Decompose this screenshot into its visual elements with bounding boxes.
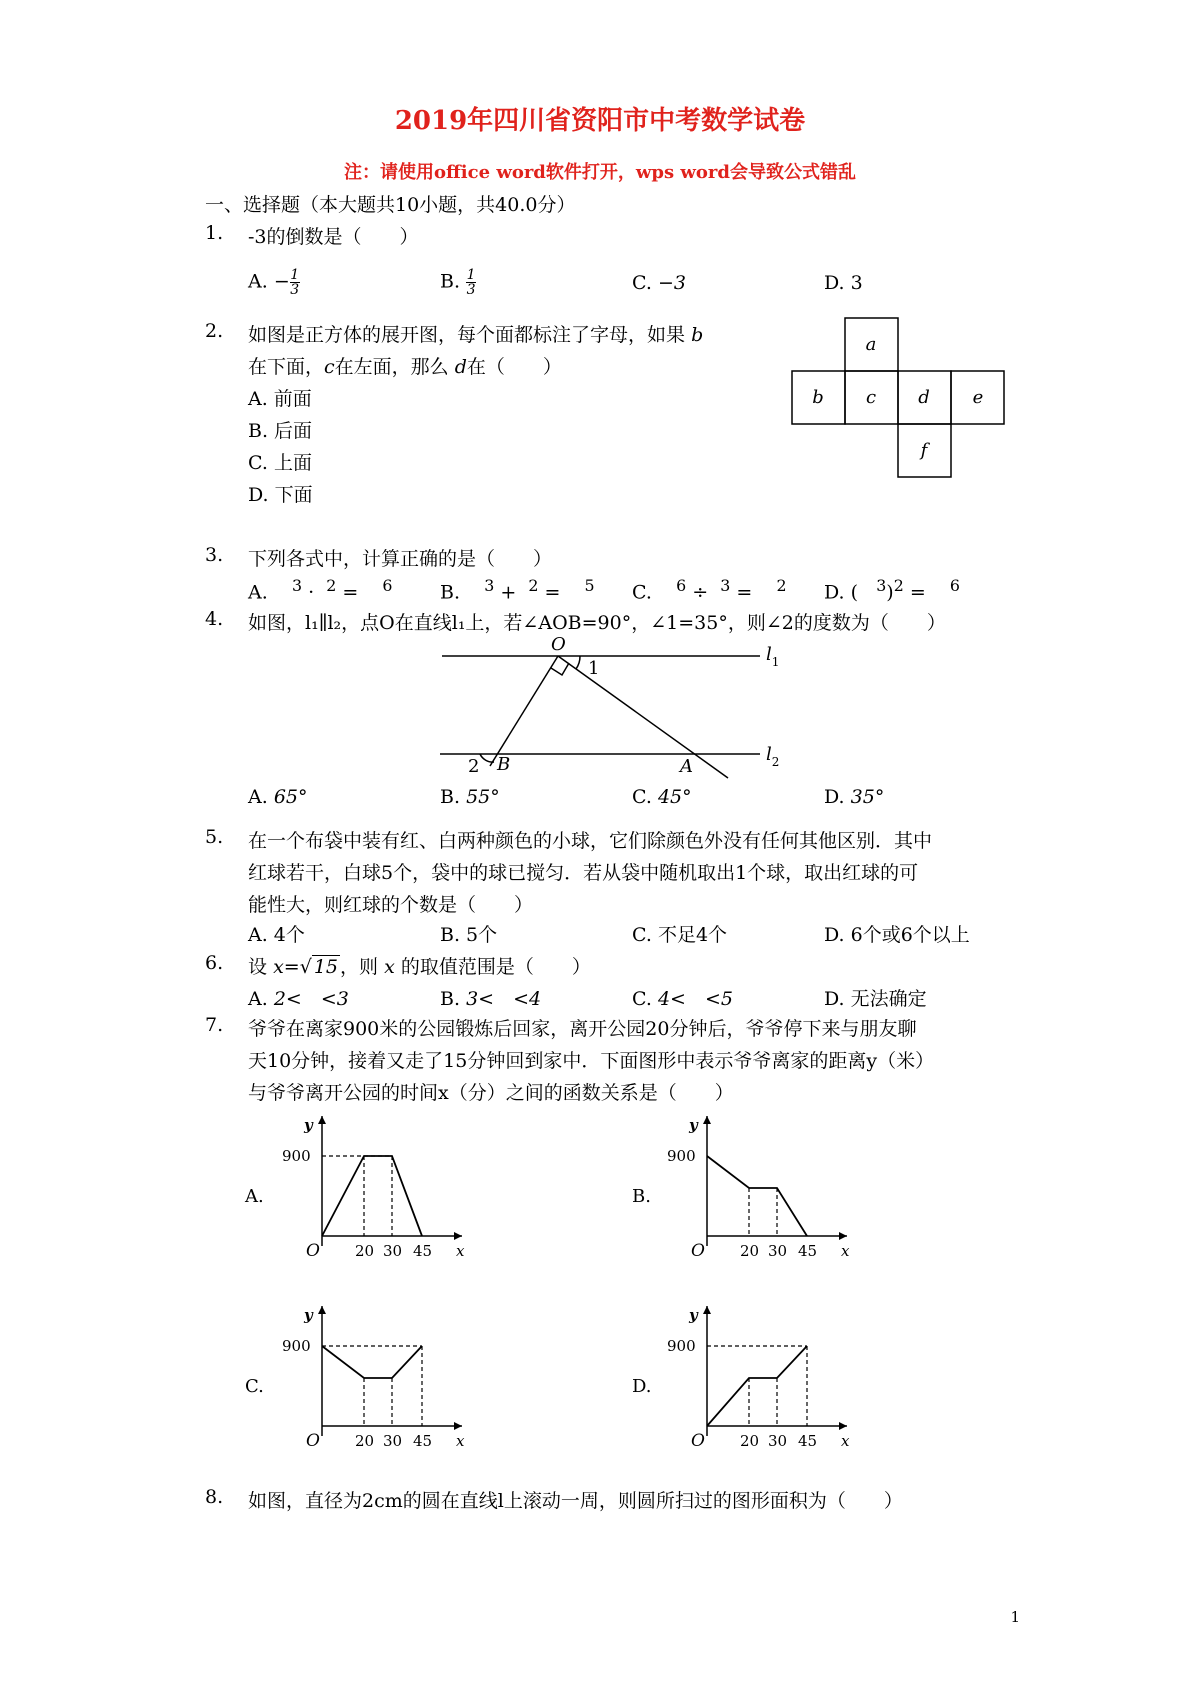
l2-label: $l_2$	[766, 744, 780, 769]
q3-stem: 下列各式中，计算正确的是（ ）	[248, 548, 553, 570]
graph-b-label: B.	[632, 1186, 651, 1207]
y-axis-label: y	[304, 1306, 313, 1324]
q6-option-d: D. 无法确定	[824, 988, 927, 1010]
y-axis-label: y	[689, 1116, 698, 1134]
angle-2-label: 2	[468, 756, 480, 777]
q7-number: 7.	[205, 1014, 224, 1036]
y-axis-arrow	[703, 1116, 711, 1124]
l1-label: $l_1$	[766, 644, 780, 669]
x-axis-arrow	[454, 1422, 462, 1430]
x-axis-label: x	[841, 1242, 850, 1260]
q4-stem: 如图，l₁∥l₂，点O在直线l₁上，若∠AOB=90°，∠1=35°，则∠2的度数为（ ）	[248, 612, 946, 634]
y-axis-arrow	[318, 1306, 326, 1314]
notice-text: 注：请使用office word软件打开，wps word会导致公式错乱	[344, 162, 856, 183]
q2-option-b: B. 后面	[248, 420, 313, 442]
origin-label: O	[691, 1431, 705, 1451]
x-tick-30: 30	[383, 1432, 403, 1450]
y-tick-900: 900	[282, 1337, 311, 1355]
q2-option-c: C. 上面	[248, 452, 312, 474]
q1-option-b: B. $\frac{1}{3}$	[440, 267, 476, 298]
net-label-c: c	[865, 387, 877, 408]
x-axis-arrow	[839, 1232, 847, 1240]
x-tick-20: 20	[355, 1432, 375, 1450]
q5-option-a: A. 4个	[248, 924, 305, 946]
page-number: 1	[1010, 1608, 1020, 1626]
y-tick-900: 900	[667, 1337, 696, 1355]
q6-number: 6.	[205, 952, 224, 974]
q8-number: 8.	[205, 1486, 224, 1508]
x-axis-arrow	[839, 1422, 847, 1430]
graph-c	[270, 1298, 470, 1458]
x-tick-30: 30	[383, 1242, 403, 1260]
q1-option-a: A. − $\frac{1}{3}$	[248, 267, 300, 298]
q4-option-b: B. 55°	[440, 786, 500, 808]
x-axis-label: x	[456, 1432, 465, 1450]
function-line	[707, 1346, 807, 1426]
q8-stem: 如图，直径为2cm的圆在直线l上滚动一周，则圆所扫过的图形面积为（ ）	[248, 1490, 903, 1512]
q5-line2: 红球若干，白球5个，袋中的球已搅匀．若从袋中随机取出1个球，取出红球的可	[248, 862, 919, 884]
q3-option-b: B. $^3$ + $^2$ = $^5$	[440, 576, 595, 604]
y-axis-arrow	[318, 1116, 326, 1124]
q6-stem: 设 x=√ 15 ，则 x 的取值范围是（ ）	[248, 956, 591, 978]
q3-number: 3.	[205, 544, 224, 566]
origin-label: O	[306, 1241, 320, 1261]
net-label-a: a	[865, 334, 877, 355]
q4-option-d: D. 35°	[824, 786, 885, 808]
net-label-e: e	[972, 387, 984, 408]
y-tick-900: 900	[282, 1147, 311, 1165]
q2-option-a: A. 前面	[248, 388, 312, 410]
y-axis-arrow	[703, 1306, 711, 1314]
graph-a-label: A.	[245, 1186, 264, 1207]
q1-option-c: C. −3	[632, 272, 686, 294]
segment-OB	[490, 656, 558, 766]
x-tick-45: 45	[798, 1242, 818, 1260]
q1-number: 1.	[205, 222, 224, 244]
net-label-d: d	[918, 387, 930, 408]
x-tick-30: 30	[768, 1432, 788, 1450]
q4-number: 4.	[205, 608, 224, 630]
function-line	[322, 1156, 422, 1236]
q6-option-b: B. 3< <4	[440, 988, 542, 1010]
q4-option-a: A. 65°	[248, 786, 308, 808]
q5-line3: 能性大，则红球的个数是（ ）	[248, 894, 534, 916]
x-tick-30: 30	[768, 1242, 788, 1260]
q1-stem: -3的倒数是（ ）	[248, 226, 419, 248]
x-tick-20: 20	[355, 1242, 375, 1260]
q3-option-d: D. ( $^3$)$^2$ = $^6$	[824, 576, 960, 604]
net-label-b: b	[812, 387, 824, 408]
q4-option-c: C. 45°	[632, 786, 692, 808]
x-tick-20: 20	[740, 1242, 760, 1260]
q3-option-c: C. $^6$ ÷ $^3$ = $^2$	[632, 576, 787, 604]
net-label-f: f	[920, 440, 928, 461]
q7-line2: 天10分钟，接着又走了15分钟回到家中．下面图形中表示爷爷离家的距离y（米）	[248, 1050, 935, 1072]
right-angle-mark	[551, 663, 569, 675]
x-axis-label: x	[456, 1242, 465, 1260]
y-tick-900: 900	[667, 1147, 696, 1165]
x-tick-45: 45	[798, 1432, 818, 1450]
parallel-lines-figure	[430, 636, 790, 786]
segment-OA	[558, 656, 728, 778]
q2-option-d: D. 下面	[248, 484, 313, 506]
section-heading: 一、选择题（本大题共10小题，共40.0分）	[205, 194, 576, 216]
q5-option-b: B. 5个	[440, 924, 498, 946]
point-O-label: O	[551, 636, 566, 655]
q2-number: 2.	[205, 320, 224, 342]
angle-2-arc	[480, 754, 494, 762]
q3-option-a: A. $^3$ · $^2$ = $^6$	[248, 576, 393, 604]
q5-line1: 在一个布袋中装有红、白两种颜色的小球，它们除颜色外没有任何其他区别．其中	[248, 830, 933, 852]
origin-label: O	[306, 1431, 320, 1451]
y-axis-label: y	[689, 1306, 698, 1324]
graph-b	[655, 1108, 855, 1268]
q2-line2: 在下面，c在左面，那么 d在（ ）	[248, 356, 562, 378]
q6-option-a: A. 2< <3	[248, 988, 349, 1010]
q2-line1: 如图是正方体的展开图，每个面都标注了字母，如果 b	[248, 324, 704, 346]
graph-d-label: D.	[632, 1376, 652, 1397]
graph-d	[655, 1298, 855, 1458]
q5-option-d: D. 6个或6个以上	[824, 924, 970, 946]
x-axis-label: x	[841, 1432, 850, 1450]
graph-a	[270, 1108, 470, 1268]
q6-option-c: C. 4< <5	[632, 988, 733, 1010]
q7-line3: 与爷爷离开公园的时间x（分）之间的函数关系是（ ）	[248, 1082, 734, 1104]
page-title: 2019年四川省资阳市中考数学试卷	[394, 106, 806, 136]
function-line	[707, 1156, 807, 1236]
function-line	[322, 1346, 422, 1378]
q5-option-c: C. 不足4个	[632, 924, 728, 946]
angle-1-label: 1	[588, 658, 600, 679]
origin-label: O	[691, 1241, 705, 1261]
x-tick-20: 20	[740, 1432, 760, 1450]
x-tick-45: 45	[413, 1242, 433, 1260]
angle-1-arc	[576, 656, 580, 669]
q7-line1: 爷爷在离家900米的公园锻炼后回家，离开公园20分钟后，爷爷停下来与朋友聊	[248, 1018, 917, 1040]
graph-c-label: C.	[245, 1376, 264, 1397]
cube-net-figure	[790, 316, 1010, 482]
point-B-label: B	[497, 754, 511, 775]
q5-number: 5.	[205, 826, 224, 848]
q1-option-d: D. 3	[824, 272, 863, 294]
x-axis-arrow	[454, 1232, 462, 1240]
y-axis-label: y	[304, 1116, 313, 1134]
point-A-label: A	[680, 756, 693, 777]
x-tick-45: 45	[413, 1432, 433, 1450]
